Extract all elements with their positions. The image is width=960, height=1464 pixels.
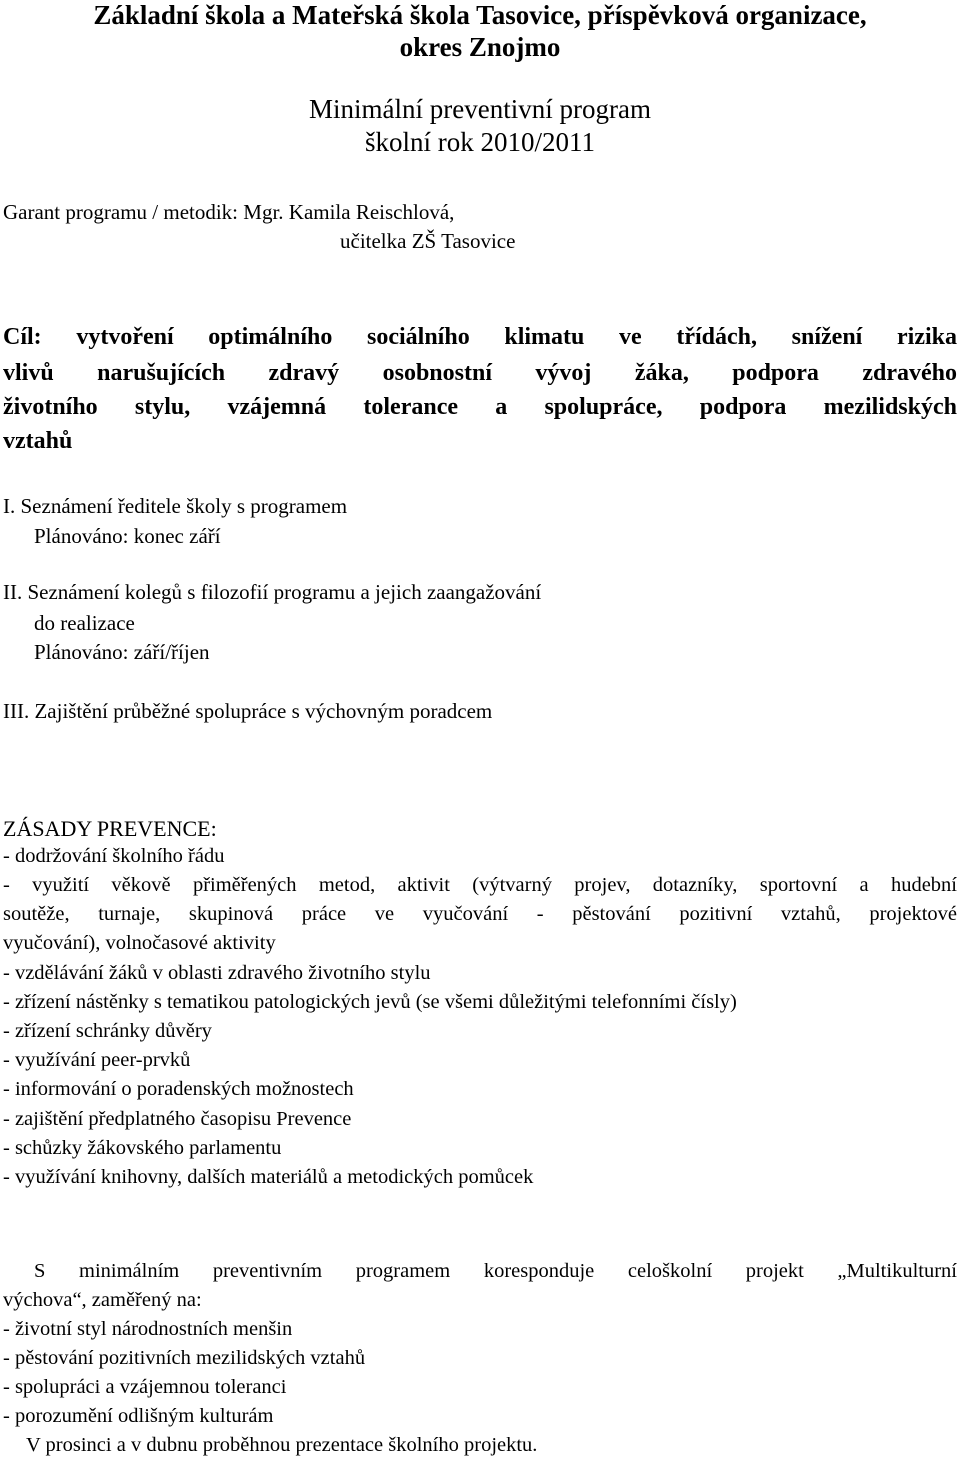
program-title: Minimální preventivní program	[309, 94, 651, 124]
principle-item: - využití věkově přiměřených metod, aktivit (výtvarný projev, dotazníky, sportovní a hudební	[3, 874, 957, 896]
principle-item: - využívání knihovny, dalších materiálů a metodických pomůcek	[3, 1166, 534, 1188]
project-intro-line-1: S minimálním preventivním programem koresponduje celoškolní projekt „Multikulturní	[34, 1260, 957, 1282]
principle-item-cont: soutěže, turnaje, skupinová práce ve vyučování - pěstování pozitivní vztahů, projektové	[3, 903, 957, 925]
principle-item: - schůzky žákovského parlamentu	[3, 1137, 282, 1159]
plan-item-1-planned: Plánováno: konec září	[34, 524, 221, 548]
principle-item: - využívání peer-prvků	[3, 1049, 191, 1071]
plan-item-3: III. Zajištění průběžné spolupráce s výchovným poradcem	[3, 699, 493, 723]
plan-item-1: I. Seznámení ředitele školy s programem	[3, 494, 348, 518]
garant-line-2: učitelka ZŠ Tasovice	[340, 229, 516, 253]
principle-item-cont: vyučování), volnočasové aktivity	[3, 932, 276, 954]
goal-line-1: Cíl: vytvoření optimálního sociálního klimatu ve třídách, snížení rizika	[3, 324, 957, 350]
project-item: - pěstování pozitivních mezilidských vztahů	[3, 1347, 366, 1369]
principles-heading: ZÁSADY PREVENCE:	[3, 816, 217, 841]
goal-line-4: vztahů	[3, 428, 73, 454]
school-name-line-1: Základní škola a Mateřská škola Tasovice, příspěvková organizace,	[93, 0, 867, 30]
principle-item: - informování o poradenských možnostech	[3, 1078, 354, 1100]
school-year: školní rok 2010/2011	[364, 127, 595, 157]
garant-line-1: Garant programu / metodik: Mgr. Kamila Reischlová,	[3, 200, 455, 224]
principle-item: - zřízení nástěnky s tematikou patologických jevů (se všemi důležitými telefonními čísly)	[3, 991, 737, 1013]
goal-line-3: životního stylu, vzájemná tolerance a spolupráce, podpora mezilidských	[3, 394, 957, 420]
project-intro-line-2: výchova“, zaměřený na:	[3, 1289, 202, 1311]
project-item: - spolupráci a vzájemnou toleranci	[3, 1376, 287, 1398]
project-item: - porozumění odlišným kulturám	[3, 1405, 274, 1427]
plan-item-2: II. Seznámení kolegů s filozofií programu a jejich zaangažování	[3, 580, 542, 604]
project-item: - životní styl národnostních menšin	[3, 1318, 293, 1340]
plan-item-2-cont: do realizace	[34, 611, 135, 635]
plan-item-2-planned: Plánováno: září/říjen	[34, 640, 210, 664]
principle-item: - zajištění předplatného časopisu Prevence	[3, 1108, 352, 1130]
principle-item: - zřízení schránky důvěry	[3, 1020, 212, 1042]
project-closing: V prosinci a v dubnu proběhnou prezentace školního projektu.	[26, 1434, 538, 1456]
goal-line-2: vlivů narušujících zdravý osobnostní vývoj žáka, podpora zdravého	[3, 360, 957, 386]
principle-item: - vzdělávání žáků v oblasti zdravého životního stylu	[3, 962, 431, 984]
school-name-line-2: okres Znojmo	[399, 32, 561, 62]
principle-item: - dodržování školního řádu	[3, 845, 225, 867]
